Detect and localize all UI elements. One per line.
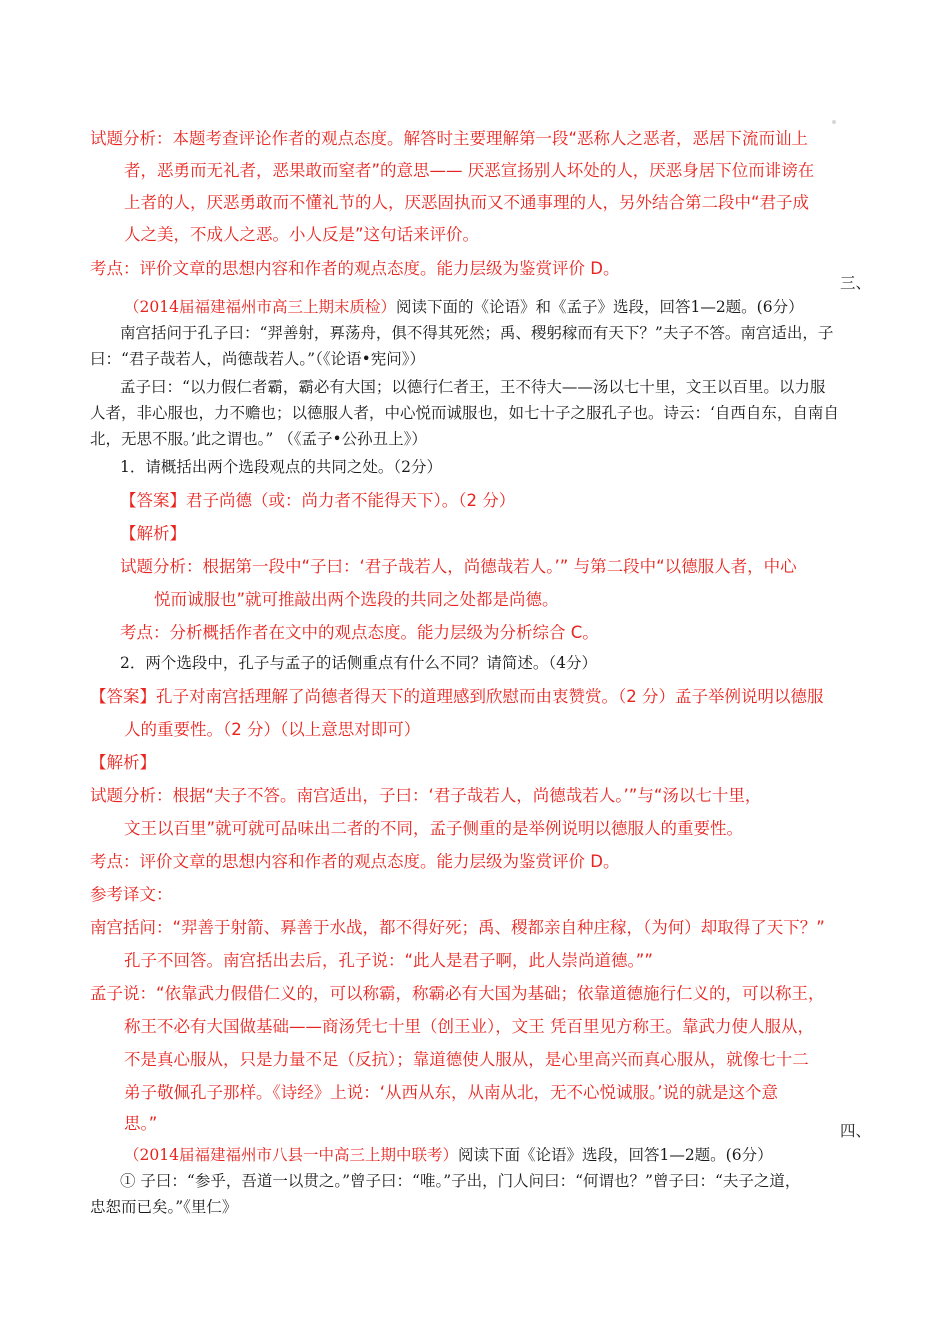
analysis-line-2: 者，恶勇而无礼者，恶果敢而窒者”的意思—— 厌恶宣扬别人坏处的人，厌恶身居下位而诽谤在 xyxy=(124,161,815,180)
section3-source: （2014届福建福州市高三上期末质检） xyxy=(124,298,396,316)
q2-answer-line-1: 【答案】孔子对南宫括理解了尚德者得天下的道理感到欣慰而由衷赞赏。（2 分）孟子举例说明以德服 xyxy=(90,687,824,706)
q1-answer: 【答案】君子尚德（或：尚力者不能得天下）。（2 分） xyxy=(120,491,516,510)
translation-line-1: 南宫括问：“羿善于射箭、奡善于水战，都不得好死；禹、稷都亲自种庄稼，（为何）却取得了天下？” xyxy=(90,918,825,937)
q1-analysis-line-1: 试题分析：根据第一段中“子曰：‘君子哉若人，尚德哉若人。’” 与第二段中“以德服人者，中心 xyxy=(120,557,797,576)
analysis-line-3: 上者的人，厌恶勇敢而不懂礼节的人，厌恶固执而又不通事理的人，另外结合第二段中“君子成 xyxy=(124,193,810,212)
translation-line-3: 孟子说：“依靠武力假借仁义的，可以称霸，称霸必有大国为基础；依靠道德施行仁义的，可以称王， xyxy=(90,984,825,1003)
scan-speck xyxy=(832,120,836,124)
section4-passage-line-1: ① 子曰：“参乎，吾道一以贯之。”曾子曰：“唯。”子出，门人问曰：“何谓也？”曾子曰：“夫子之道， xyxy=(120,1172,801,1190)
question-2: 2．两个选段中，孔子与孟子的话侧重点有什么不同？请简述。（4分） xyxy=(120,654,597,672)
section-number-3: 三、 xyxy=(840,274,872,292)
kaodian-line: 考点：评价文章的思想内容和作者的观点态度。能力层级为鉴赏评价 D。 xyxy=(90,259,620,278)
translation-line-5: 不是真心服从，只是力量不足（反抗）；靠道德使人服从，是心里高兴而真心服从，就像七十二 xyxy=(124,1050,809,1069)
analysis-line-4: 人之美，不成人之恶。小人反是”这句话来评价。 xyxy=(124,225,480,244)
translation-line-2: 孔子不回答。南宫括出去后，孔子说：“此人是君子啊，此人崇尚道德。”” xyxy=(124,951,653,970)
passage2-line-1: 孟子曰：“以力假仁者霸，霸必有大国；以德行仁者王，王不待大——汤以七十里，文王以百里。以力服 xyxy=(120,378,826,396)
q1-analysis-line-2: 悦而诚服也”就可推敲出两个选段的共同之处都是尚德。 xyxy=(154,590,559,609)
section4-intro: 阅读下面《论语》选段，回答1—2题。(6分） xyxy=(457,1146,773,1164)
q1-kaodian: 考点：分析概括作者在文中的观点态度。能力层级为分析综合 C。 xyxy=(120,623,599,642)
q2-jiexi-label: 【解析】 xyxy=(90,753,156,772)
translation-label: 参考译文： xyxy=(90,885,173,904)
section4-passage-line-2: 忠恕而已矣。”《里仁》 xyxy=(90,1198,238,1216)
q2-analysis-line-2: 文王以百里”就可就可品味出二者的不同，孟子侧重的是举例说明以德服人的重要性。 xyxy=(124,819,744,838)
passage1-line-1: 南宫括问于孔子曰：“羿善射，奡荡舟，俱不得其死然；禹、稷躬稼而有天下？”夫子不答。南宫适出，子 xyxy=(120,324,834,342)
q1-jiexi-label: 【解析】 xyxy=(120,524,186,543)
translation-line-6: 弟子敬佩孔子那样。《诗经》上说：‘从西从东，从南从北，无不心悦诚服。’说的就是这个意 xyxy=(124,1083,778,1102)
section3-header xyxy=(124,295,804,320)
passage2-line-3: 北，无思不服。’此之谓也。” （《孟子•公孙丑上》） xyxy=(90,430,427,448)
section-number-4: 四、 xyxy=(840,1122,872,1140)
section4-header xyxy=(124,1143,773,1168)
q2-answer-line-2: 人的重要性。（2 分）（以上意思对即可） xyxy=(124,720,421,739)
passage1-line-2: 曰：“君子哉若人，尚德哉若人。”（《论语•宪问》） xyxy=(90,350,425,368)
q2-kaodian: 考点：评价文章的思想内容和作者的观点态度。能力层级为鉴赏评价 D。 xyxy=(90,852,620,871)
section3-intro: 阅读下面的《论语》和《孟子》选段，回答1—2题。(6分） xyxy=(395,298,804,316)
analysis-line-1: 试题分析：本题考查评论作者的观点态度。解答时主要理解第一段“恶称人之恶者，恶居下流而讪上 xyxy=(90,129,809,148)
q2-analysis-line-1: 试题分析：根据“夫子不答。南宫适出，子曰：‘君子哉若人，尚德哉若人。’”与“汤以七十里， xyxy=(90,786,762,805)
passage2-line-2: 人者，非心服也，力不赡也；以德服人者，中心悦而诚服也，如七十子之服孔子也。诗云：‘自西自东，自南自 xyxy=(90,404,839,422)
translation-line-4: 称王不必有大国做基础——商汤凭七十里（创王业），文王 凭百里见方称王。靠武力使人服从， xyxy=(124,1017,814,1036)
translation-line-7: 思。” xyxy=(124,1114,158,1133)
question-1: 1．请概括出两个选段观点的共同之处。（2分） xyxy=(120,458,442,476)
section4-source: （2014届福建福州市八县一中高三上期中联考） xyxy=(124,1146,458,1164)
